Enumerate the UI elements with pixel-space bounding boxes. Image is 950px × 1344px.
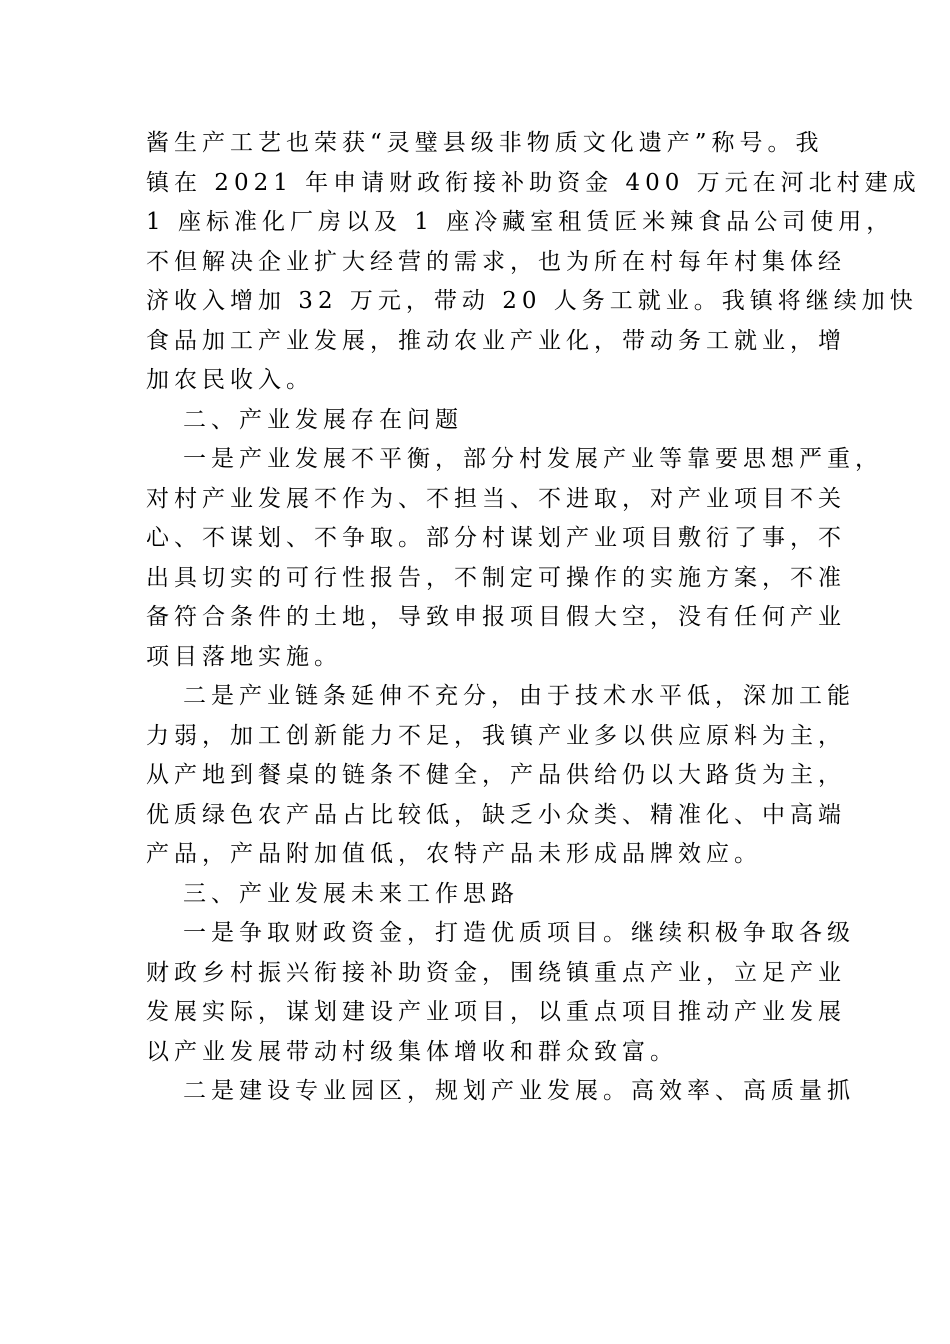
text-line: 出具切实的可行性报告，不制定可操作的实施方案，不准 bbox=[146, 564, 846, 591]
text-line: 心、不谋划、不争取。部分村谋划产业项目敷衍了事，不 bbox=[146, 525, 846, 551]
document-page bbox=[146, 124, 921, 1112]
section-heading: 二、产业发展存在问题 bbox=[183, 406, 463, 433]
text-line: 优质绿色农产品占比较低，缺乏小众类、精准化、中高端 bbox=[146, 801, 846, 828]
text-line: 发展实际，谋划建设产业项目，以重点项目推动产业发展 bbox=[146, 999, 846, 1025]
text-line: 食品加工产业发展，推动农业产业化，带动务工就业，增 bbox=[146, 327, 846, 354]
text-line: 从产地到餐桌的链条不健全，产品供给仍以大路货为主， bbox=[146, 762, 846, 788]
text-line: 以产业发展带动村级集体增收和群众致富。 bbox=[146, 1038, 678, 1065]
text-line: 加农民收入。 bbox=[146, 367, 314, 393]
section-heading: 三、产业发展未来工作思路 bbox=[183, 880, 519, 907]
text-line: 二是产业链条延伸不充分，由于技术水平低，深加工能 bbox=[183, 683, 855, 709]
text-line: 不但解决企业扩大经营的需求，也为所在村每年村集体经 bbox=[146, 248, 846, 275]
text-line: 二是建设专业园区，规划产业发展。高效率、高质量抓 bbox=[183, 1078, 855, 1104]
text-line: 产品，产品附加值低，农特产品未形成品牌效应。 bbox=[146, 841, 762, 867]
text-line: 对村产业发展不作为、不担当、不进取，对产业项目不关 bbox=[146, 485, 846, 512]
text-line: 备符合条件的土地，导致申报项目假大空，没有任何产业 bbox=[146, 604, 846, 630]
text-line: 酱生产工艺也荣获“灵璧县级非物质文化遗产”称号。我 bbox=[146, 130, 824, 156]
text-line: 财政乡村振兴衔接补助资金，围绕镇重点产业，立足产业 bbox=[146, 959, 846, 986]
text-line: 一是产业发展不平衡，部分村发展产业等靠要思想严重， bbox=[183, 446, 883, 472]
text-line: 力弱，加工创新能力不足，我镇产业多以供应原料为主， bbox=[146, 722, 846, 749]
text-line: 济收入增加 32 万元，带动 20 人务工就业。我镇将继续加快 bbox=[146, 288, 918, 314]
text-line: 项目落地实施。 bbox=[146, 643, 342, 670]
text-line: 镇在 2021 年申请财政衔接补助资金 400 万元在河北村建成 bbox=[146, 169, 921, 196]
text-line: 一是争取财政资金，打造优质项目。继续积极争取各级 bbox=[183, 920, 855, 946]
text-line: 1 座标准化厂房以及 1 座冷藏室租赁匠米辣食品公司使用， bbox=[146, 209, 895, 235]
